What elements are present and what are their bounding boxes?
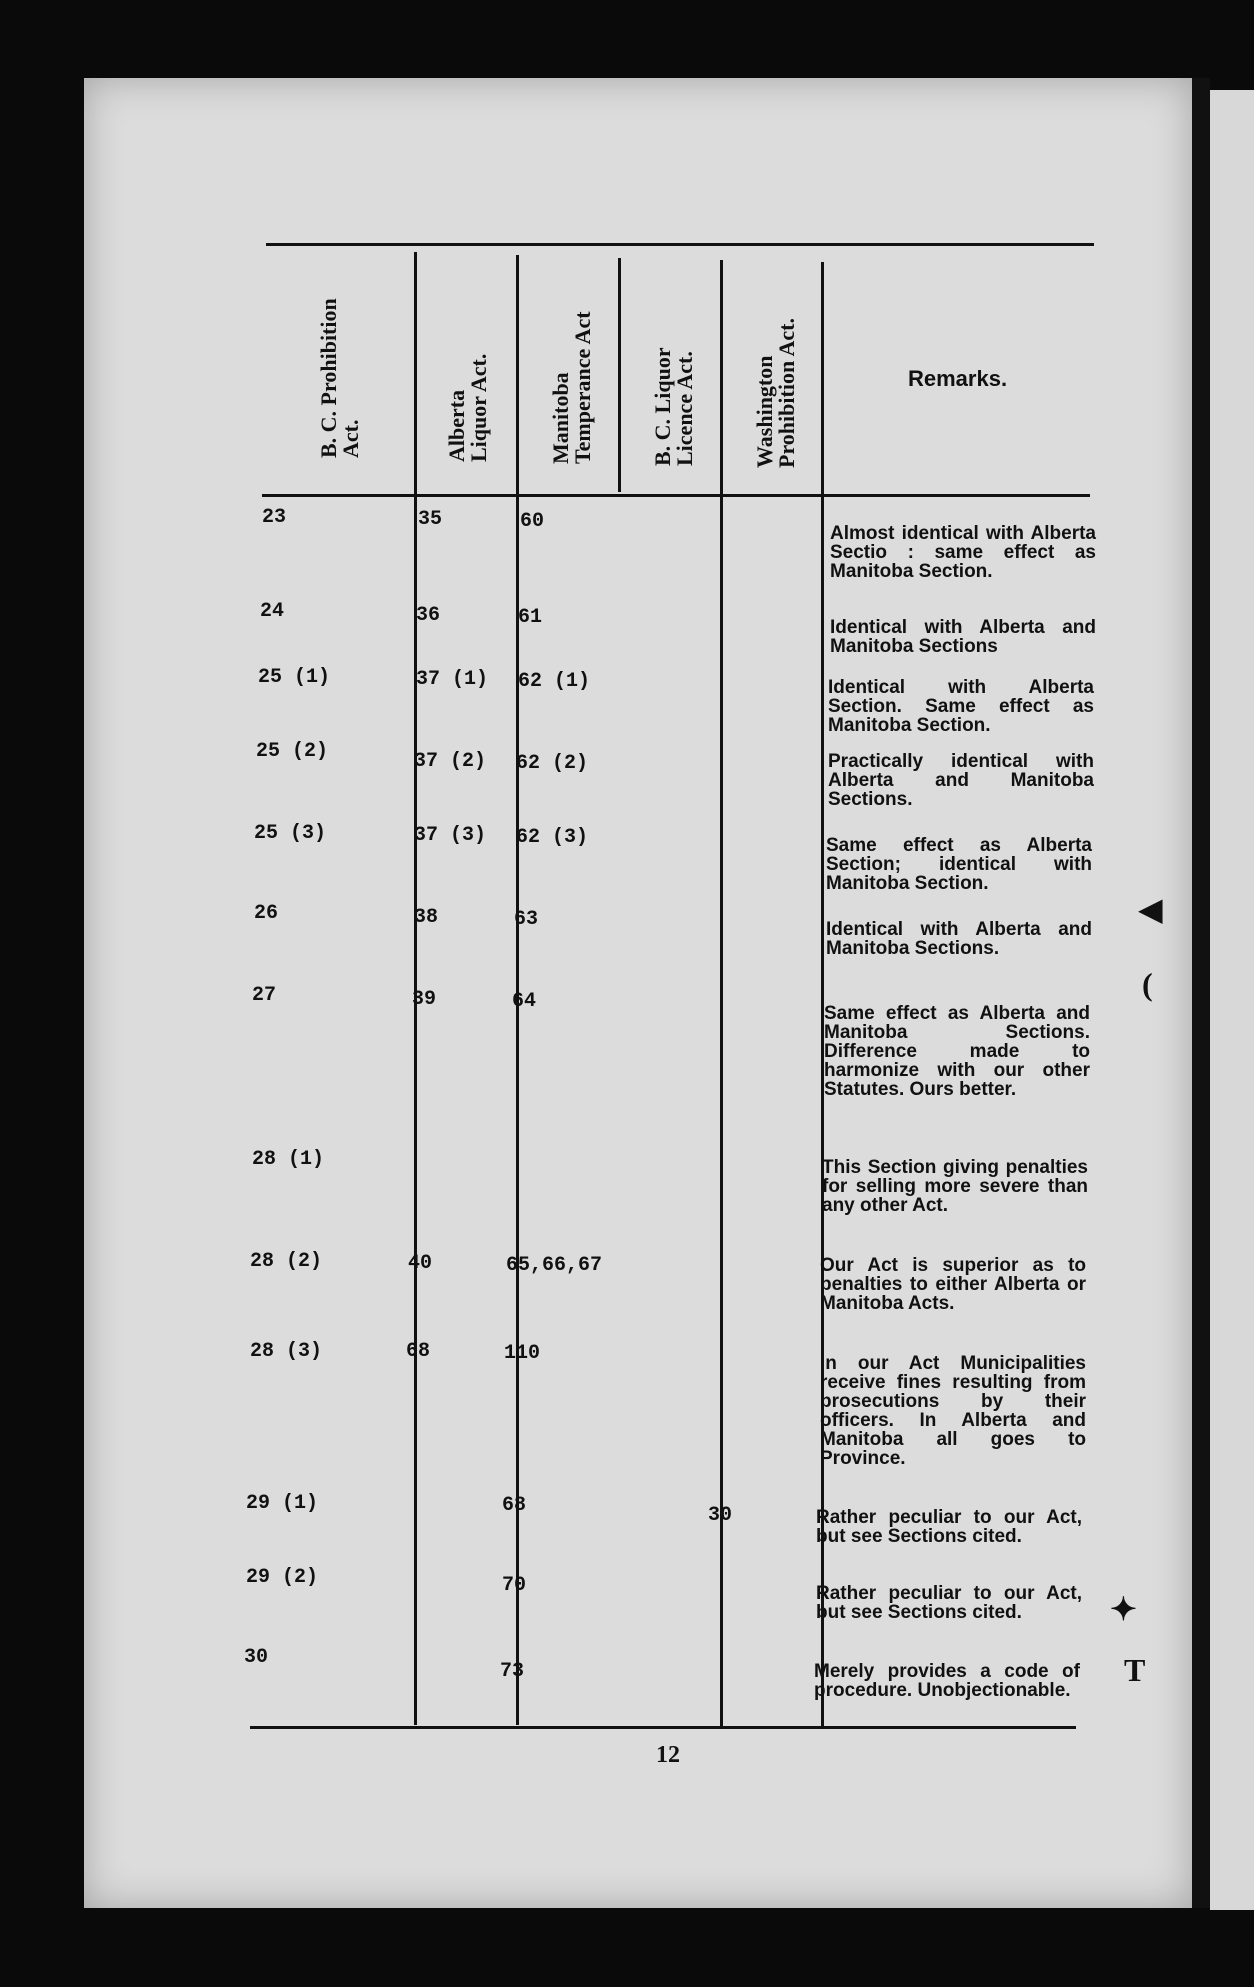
header-remarks: Remarks. xyxy=(908,366,1008,391)
alberta-section: 68 xyxy=(406,1340,431,1363)
manitoba-section: 65,66,67 xyxy=(506,1254,603,1277)
header-washington: Washington Prohibition Act. xyxy=(752,318,799,468)
table-bottom-rule xyxy=(250,1726,1076,1729)
facing-page-edge xyxy=(1210,90,1254,1910)
alberta-section: 35 xyxy=(418,508,443,531)
scan-mark: ✦ xyxy=(1110,1591,1137,1627)
remark: Our Act is superior as to penalties to either Alberta or Manitoba Acts. xyxy=(820,1255,1086,1314)
bc-section: 27 xyxy=(252,984,277,1007)
manitoba-section: 68 xyxy=(502,1494,527,1517)
bc-section: 30 xyxy=(244,1646,269,1669)
page-number: 12 xyxy=(656,1742,680,1768)
manitoba-section: 70 xyxy=(502,1574,527,1597)
bc-section: 24 xyxy=(260,600,285,623)
manitoba-section: 62 (1) xyxy=(518,670,591,693)
washington-section: 30 xyxy=(708,1504,733,1527)
remark: Rather peculiar to our Act, but see Sections cited. xyxy=(816,1507,1082,1547)
remark: Identical with Alberta and Manitoba Sections. xyxy=(826,919,1092,959)
bc-section: 28 (2) xyxy=(250,1250,323,1273)
bc-section: 28 (3) xyxy=(250,1340,323,1363)
manitoba-section: 73 xyxy=(500,1660,525,1683)
remark: Identical with Alberta and Manitoba Sections xyxy=(830,617,1096,657)
remark: Merely provides a code of procedure. Unobjectionable. xyxy=(814,1661,1080,1701)
column-divider-3 xyxy=(618,258,621,492)
scan-mark: ( xyxy=(1142,966,1153,1002)
manitoba-section: 63 xyxy=(514,908,539,931)
manitoba-section: 62 (3) xyxy=(516,826,589,849)
bc-section: 26 xyxy=(254,902,279,925)
alberta-section: 38 xyxy=(414,906,439,929)
alberta-section: 37 (2) xyxy=(414,750,487,773)
remark: Identical with Alberta Section. Same effect as Manitoba Section. xyxy=(828,677,1094,736)
header-bc-prohibition: B. C. Prohibition Act. xyxy=(316,298,363,458)
book-gutter xyxy=(1192,78,1210,1908)
manitoba-section: 61 xyxy=(518,606,543,629)
alberta-section: 37 (1) xyxy=(416,668,489,691)
scan-mark: ◀ xyxy=(1138,891,1163,927)
bc-section: 29 (1) xyxy=(246,1492,319,1515)
remark: In our Act Municipalities receive fines resulting from prosecutions by their officers. In Alberta and Manitoba all goes to Province. xyxy=(820,1353,1086,1469)
remark: Practically identical with Alberta and Manitoba Sections. xyxy=(828,751,1094,810)
bc-section: 29 (2) xyxy=(246,1566,319,1589)
remark: Rather peculiar to our Act, but see Sections cited. xyxy=(816,1583,1082,1623)
alberta-section: 40 xyxy=(408,1252,433,1275)
bc-section: 25 (2) xyxy=(256,740,329,763)
header-bc-licence: B. C. Liquor Licence Act. xyxy=(650,347,697,466)
document-page xyxy=(84,78,1192,1908)
alberta-section: 36 xyxy=(416,604,441,627)
table-top-rule xyxy=(266,243,1094,246)
bc-section: 23 xyxy=(262,506,287,529)
header-alberta: Alberta Liquor Act. xyxy=(444,353,491,462)
bc-section: 25 (1) xyxy=(258,666,331,689)
header-manitoba: Manitoba Temperance Act xyxy=(548,311,595,464)
scan-mark: T xyxy=(1124,1652,1146,1688)
manitoba-section: 62 (2) xyxy=(516,752,589,775)
bc-section: 25 (3) xyxy=(254,822,327,845)
manitoba-section: 64 xyxy=(512,990,537,1013)
alberta-section: 37 (3) xyxy=(414,824,487,847)
manitoba-section: 60 xyxy=(520,510,545,533)
remark: Same effect as Alberta and Manitoba Sections. Difference made to harmonize with our other Statutes. Ours better. xyxy=(824,1003,1090,1100)
remark: Almost identical with Alberta Sectio : same effect as Manitoba Section. xyxy=(830,523,1096,582)
bc-section: 28 (1) xyxy=(252,1148,325,1171)
manitoba-section: 110 xyxy=(504,1342,541,1365)
header-bottom-rule xyxy=(262,494,1090,497)
remark: Same effect as Alberta Section; identical with Manitoba Section. xyxy=(826,835,1092,894)
remark: This Section giving penalties for selling more severe than any other Act. xyxy=(822,1157,1088,1216)
alberta-section: 39 xyxy=(412,988,437,1011)
